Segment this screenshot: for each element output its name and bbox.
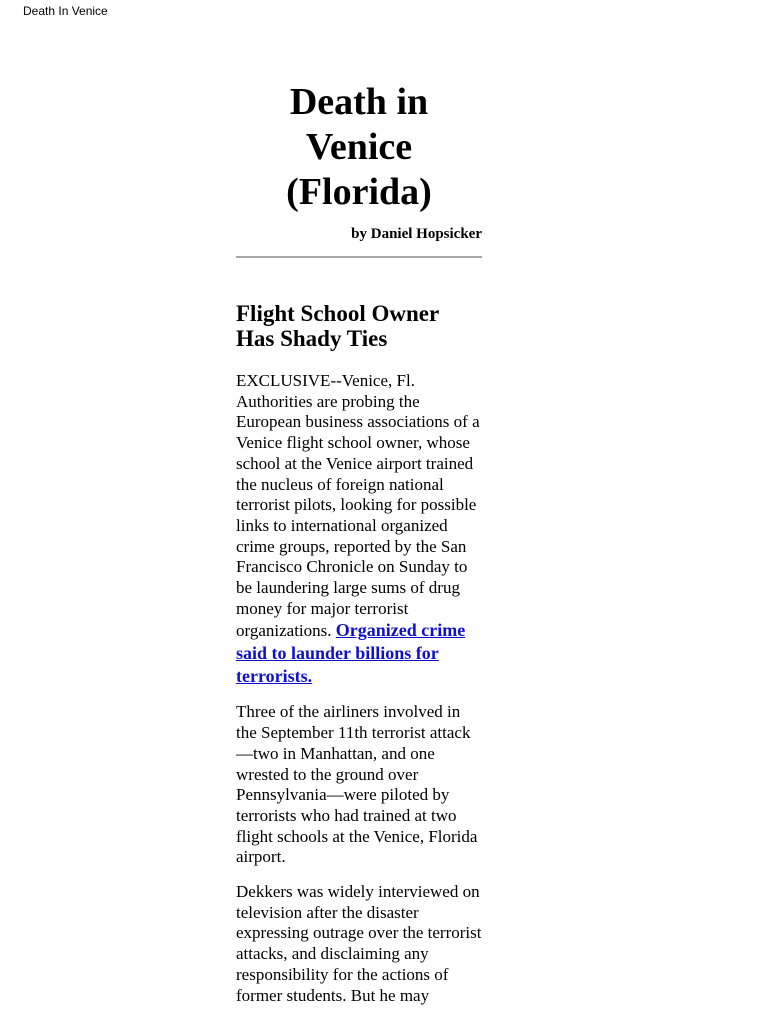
article-byline: by Daniel Hopsicker <box>351 226 482 242</box>
section-heading-line: Flight School Owner <box>236 301 440 326</box>
article-title-line: (Florida) <box>286 171 432 213</box>
organized-crime-link[interactable]: Organized crime said to launder billions for terrorists. <box>236 620 466 687</box>
article-paragraph-text: Three of the airliners involved in the September 11th terrorist attack—two in Manhattan, and one wrested to the ground over Pennsylvania—were piloted by terrorists who had trained at two flight schools at the Venice, Florida airport. <box>236 702 478 867</box>
section-heading <box>236 301 482 351</box>
document-header-title: Death In Venice <box>23 4 108 18</box>
article-column <box>236 80 482 1006</box>
title-divider <box>236 256 482 258</box>
article-title <box>236 80 482 215</box>
article-paragraph-text: EXCLUSIVE--Venice, Fl. Authorities are probing the European business associations of a Venice flight school owner, whose school at the Venice airport trained the nucleus of foreign national terrorist pilots, looking for possible links to international organized crime groups, reported by the San Francisco Chronicle on Sunday to be laundering large sums of drug money for major terrorist organizations. <box>236 371 480 641</box>
section-heading-line: Has Shady Ties <box>236 326 388 351</box>
article-paragraph-text: Dekkers was widely interviewed on television after the disaster expressing outrage over the terrorist attacks, and disclaiming any responsibility for the actions of former students. But he may <box>236 882 482 1005</box>
article-paragraph <box>236 702 482 868</box>
article-paragraph <box>236 882 482 1006</box>
article-title-line: Venice <box>305 126 413 168</box>
article-paragraph <box>236 371 482 688</box>
article-title-line: Death in <box>289 81 429 123</box>
